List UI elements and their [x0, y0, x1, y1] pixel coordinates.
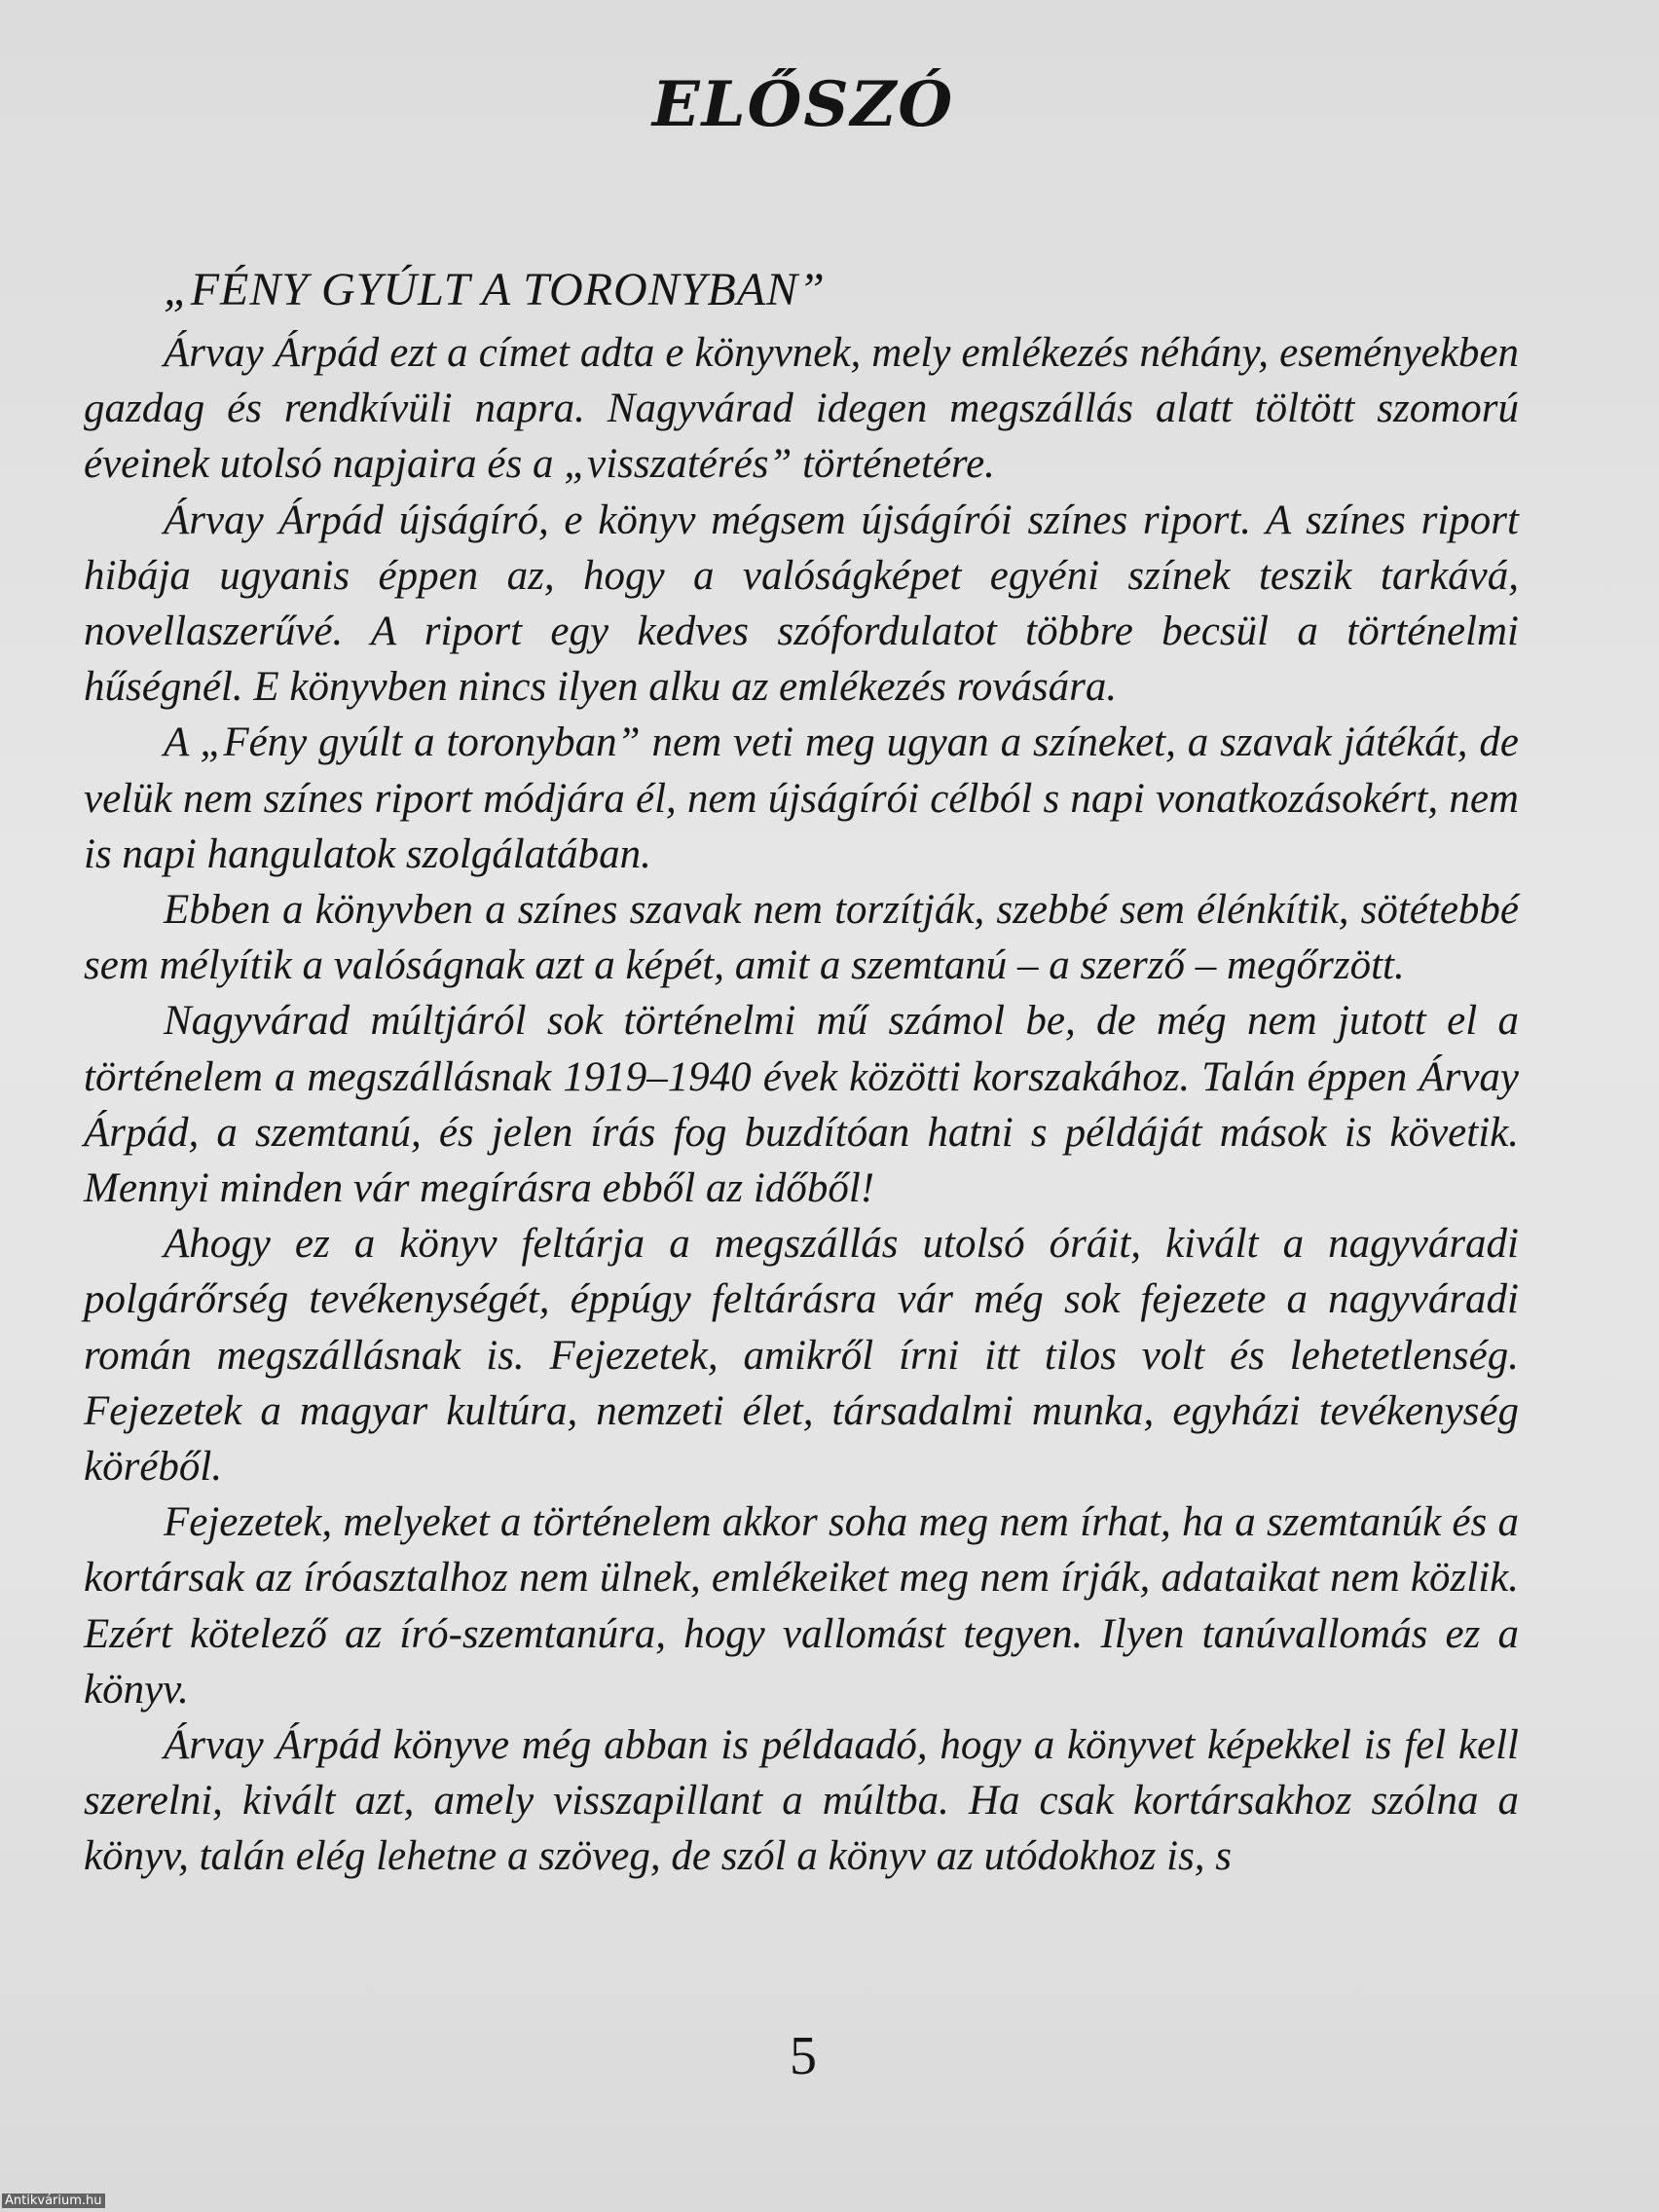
chapter-title: ELŐSZÓ — [651, 68, 955, 141]
paragraph: Fejezetek, melyeket a történelem akkor soha meg nem írhat, ha a szemtanúk és a kortársak az íróasztalhoz nem ülnek, emlékeiket meg nem írják, adataikat nem közlik. Ezért kötelező az író-szemtanúra, hogy vallomást tegyen. Ilyen tanúvallomás ez a könyv. — [84, 1499, 1519, 1713]
body-text — [84, 325, 1519, 1885]
paragraph: Árvay Árpád könyve még abban is példaadó, hogy a könyvet képekkel is fel kell szerelni, kivált azt, amely visszapillant a múltba. Ha csak kortársakhoz szólna a könyv, talán elég lehetne a szöveg, de szól a könyv az utódokhoz is, s — [84, 1722, 1519, 1880]
page-number: 5 — [790, 2026, 817, 2086]
watermark: Antikvárium.hu — [2, 2194, 105, 2208]
paragraph: Ebben a könyvben a színes szavak nem torzítják, szebbé sem élénkítik, sötétebbé sem mélyítik a valóságnak azt a képét, amit a szemtanú – a szerző – megőrzött. — [84, 887, 1519, 989]
paragraph: Árvay Árpád újságíró, e könyv mégsem újságírói színes riport. A színes riport hibája ugyanis éppen az, hogy a valóságképet egyéni színek teszik tarkává, novellaszerűvé. A riport egy kedves szófordulatot többre becsül a történelmi hűségnél. E könyvben nincs ilyen alku az emlékezés rovására. — [84, 497, 1519, 711]
section-subtitle: „FÉNY GYÚLT A TORONYBAN” — [164, 264, 826, 315]
paragraph: Árvay Árpád ezt a címet adta e könyvnek, mely emlékezés néhány, eseményekben gazdag és rendkívüli napra. Nagyvárad idegen megszállás alatt töltött szomorú éveinek utolsó napjaira és a „visszatérés” történetére. — [84, 330, 1519, 488]
paragraph: A „Fény gyúlt a toronyban” nem veti meg ugyan a színeket, a szavak játékát, de velük nem színes riport módjára él, nem újságírói célból s napi vonatkozásokért, nem is napi hangulatok szolgálatában. — [84, 719, 1519, 877]
paragraph: Ahogy ez a könyv feltárja a megszállás utolsó óráit, kivált a nagyváradi polgárőrség tevékenységét, éppúgy feltárásra vár még sok fejezete a nagyváradi román megszállásnak is. Fejezetek, amikről írni itt tilos volt és lehetetlenség. Fejezetek a magyar kultúra, nemzeti élet, társadalmi munka, egyházi tevékenység köréből. — [84, 1221, 1519, 1491]
paragraph: Nagyvárad múltjáról sok történelmi mű számol be, de még nem jutott el a történelem a megszállásnak 1919–1940 évek közötti korszakához. Talán éppen Árvay Árpád, a szemtanú, és jelen írás fog buzdítóan hatni s példáját mások is követik. Mennyi minden vár megírásra ebből az időből! — [84, 998, 1519, 1212]
